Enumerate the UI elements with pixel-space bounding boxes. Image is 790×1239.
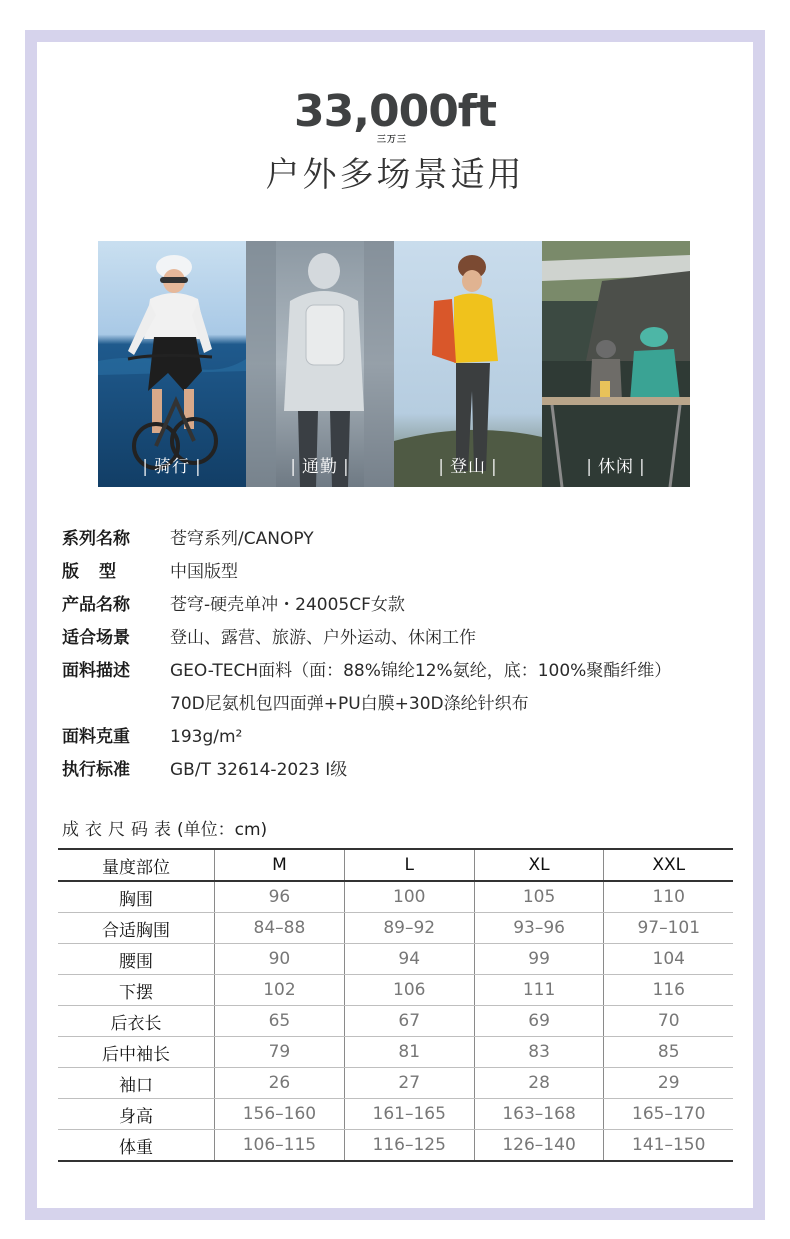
scene-label-cycling	[98, 452, 246, 477]
spec-value: 中国版型	[170, 562, 238, 582]
cycling-photo	[98, 241, 246, 487]
scene-leisure	[542, 241, 690, 487]
size-table-header-row	[58, 849, 733, 881]
divider-left: |	[142, 457, 149, 477]
table-cell: 69	[474, 1006, 604, 1037]
table-cell: 165–170	[604, 1099, 733, 1130]
spec-value: 登山、露营、旅游、户外运动、休闲工作	[170, 628, 476, 648]
spec-value: 193g/m²	[170, 727, 243, 747]
table-cell: 84–88	[215, 913, 345, 944]
size-header-4: XXL	[604, 849, 733, 881]
size-header-1: M	[215, 849, 345, 881]
spec-key: 产品名称	[62, 595, 130, 615]
table-cell: 163–168	[474, 1099, 604, 1130]
logo-subtext: 三万三	[377, 135, 408, 145]
size-header-3: XL	[474, 849, 604, 881]
table-row	[58, 944, 733, 975]
table-cell: 111	[474, 975, 604, 1006]
divider-right: |	[195, 457, 202, 477]
scene-label-text: 休闲	[598, 457, 634, 477]
divider-right: |	[343, 457, 350, 477]
spec-value: 苍穹-硬壳单冲・24005CF女款	[170, 595, 405, 615]
spec-key: 面料描述	[62, 661, 130, 681]
table-cell: 65	[215, 1006, 345, 1037]
table-row	[58, 1099, 733, 1130]
table-cell: 85	[604, 1037, 733, 1068]
size-table-heading: 成衣尺码表	[62, 820, 177, 840]
table-cell: 79	[215, 1037, 345, 1068]
scene-label-text: 登山	[450, 457, 486, 477]
spec-row-scenarios	[62, 622, 752, 655]
table-cell: 99	[474, 944, 604, 975]
size-table-unit: (单位：cm)	[177, 820, 268, 840]
table-cell: 27	[344, 1068, 474, 1099]
table-cell: 97–101	[604, 913, 733, 944]
table-row-label: 后中袖长	[58, 1037, 215, 1068]
spec-row-weight	[62, 721, 752, 754]
spec-key: 执行标准	[62, 760, 130, 780]
table-cell: 161–165	[344, 1099, 474, 1130]
size-table-title	[62, 815, 267, 840]
size-table	[58, 848, 733, 1162]
size-table-body	[58, 881, 733, 1161]
table-cell: 141–150	[604, 1130, 733, 1162]
spec-key: 适合场景	[62, 628, 130, 648]
spec-value: 苍穹系列/CANOPY	[170, 529, 314, 549]
table-row-label: 袖口	[58, 1068, 215, 1099]
table-row	[58, 1006, 733, 1037]
page-title: 户外多场景适用	[265, 155, 525, 195]
divider-left: |	[438, 457, 445, 477]
table-cell: 126–140	[474, 1130, 604, 1162]
table-cell: 90	[215, 944, 345, 975]
table-row-label: 合适胸围	[58, 913, 215, 944]
table-row	[58, 1068, 733, 1099]
table-row-label: 腰围	[58, 944, 215, 975]
table-row-label: 体重	[58, 1130, 215, 1162]
table-cell: 93–96	[474, 913, 604, 944]
table-row-label: 下摆	[58, 975, 215, 1006]
scene-commute	[246, 241, 394, 487]
scene-label-hiking	[394, 452, 542, 477]
table-cell: 67	[344, 1006, 474, 1037]
brand-logo	[0, 86, 790, 145]
scene-label-commute	[246, 452, 394, 477]
table-cell: 106–115	[215, 1130, 345, 1162]
table-cell: 156–160	[215, 1099, 345, 1130]
product-specs	[62, 523, 752, 787]
size-header-2: L	[344, 849, 474, 881]
table-row	[58, 913, 733, 944]
table-cell: 89–92	[344, 913, 474, 944]
leisure-photo	[542, 241, 690, 487]
table-cell: 116	[604, 975, 733, 1006]
spec-row-product-name	[62, 589, 752, 622]
table-row	[58, 975, 733, 1006]
spec-key	[62, 688, 170, 721]
scene-label-text: 通勤	[302, 457, 338, 477]
table-cell: 116–125	[344, 1130, 474, 1162]
table-cell: 70	[604, 1006, 733, 1037]
spec-key: 系列名称	[62, 529, 130, 549]
table-cell: 94	[344, 944, 474, 975]
spec-row-standard	[62, 754, 752, 787]
size-header-measure: 量度部位	[58, 849, 215, 881]
table-cell: 96	[215, 881, 345, 913]
logo-text: 33,000ft	[294, 86, 496, 137]
table-cell: 81	[344, 1037, 474, 1068]
divider-right: |	[491, 457, 498, 477]
table-cell: 29	[604, 1068, 733, 1099]
table-row	[58, 881, 733, 913]
commute-photo	[246, 241, 394, 487]
table-row	[58, 1130, 733, 1162]
hiking-photo	[394, 241, 542, 487]
spec-row-series	[62, 523, 752, 556]
table-cell: 83	[474, 1037, 604, 1068]
table-cell: 102	[215, 975, 345, 1006]
table-row	[58, 1037, 733, 1068]
scene-label-leisure	[542, 452, 690, 477]
scene-hiking	[394, 241, 542, 487]
divider-left: |	[586, 457, 593, 477]
table-row-label: 身高	[58, 1099, 215, 1130]
table-row-label: 后衣长	[58, 1006, 215, 1037]
spec-key: 面料克重	[62, 727, 130, 747]
scene-label-text: 骑行	[154, 457, 190, 477]
scene-cycling	[98, 241, 246, 487]
table-cell: 26	[215, 1068, 345, 1099]
spec-value: GEO-TECH面料（面：88%锦纶12%氨纶，底：100%聚酯纤维）	[170, 661, 672, 681]
spec-row-fabric	[62, 655, 752, 688]
spec-row-fabric-detail	[62, 688, 752, 721]
scene-gallery	[98, 241, 690, 487]
table-cell: 110	[604, 881, 733, 913]
spec-key: 版型	[62, 562, 136, 582]
spec-value: GB/T 32614-2023 I级	[170, 760, 348, 780]
table-cell: 104	[604, 944, 733, 975]
spec-row-fit	[62, 556, 752, 589]
table-cell: 106	[344, 975, 474, 1006]
table-cell: 28	[474, 1068, 604, 1099]
table-cell: 100	[344, 881, 474, 913]
divider-right: |	[639, 457, 646, 477]
spec-value: 70D尼氨机包四面弹+PU白膜+30D涤纶针织布	[170, 694, 529, 714]
table-row-label: 胸围	[58, 881, 215, 913]
divider-left: |	[290, 457, 297, 477]
table-cell: 105	[474, 881, 604, 913]
